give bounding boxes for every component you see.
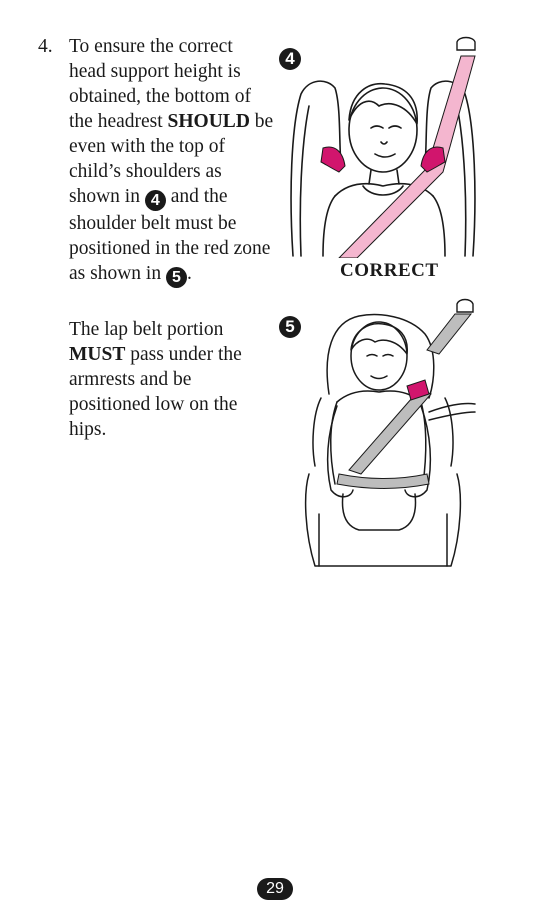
figure-ref-4-badge: 4: [145, 190, 166, 211]
child-in-seat-drawing-5: [279, 294, 489, 574]
figure-5-badge: 5: [279, 316, 301, 338]
must-emphasis: MUST: [69, 344, 126, 365]
figure-4-badge: 4: [279, 48, 301, 70]
lap-belt-paragraph: The lap belt portion MUST pass under the armrests and be positioned low on the hips.: [69, 319, 242, 440]
step-number: 4.: [38, 36, 53, 57]
step-text: To ensure the correct head support height is obtained, the bottom of the headrest SHOULD be even with the top of child’s shoulders as shown in 4 and the shoulder belt must be positioned in the red zone as shown in 5 .: [69, 36, 274, 286]
figure-4-caption: CORRECT: [340, 260, 439, 281]
figure-5-lap-belt-illustration: [279, 294, 489, 574]
figure-ref-5-badge: 5: [166, 267, 187, 288]
child-in-seat-drawing-4: [279, 36, 489, 258]
should-emphasis: SHOULD: [167, 111, 250, 132]
page-number-badge: 29: [257, 878, 293, 900]
figure-4-headrest-illustration: [279, 36, 489, 258]
instruction-step-4: [38, 34, 278, 288]
